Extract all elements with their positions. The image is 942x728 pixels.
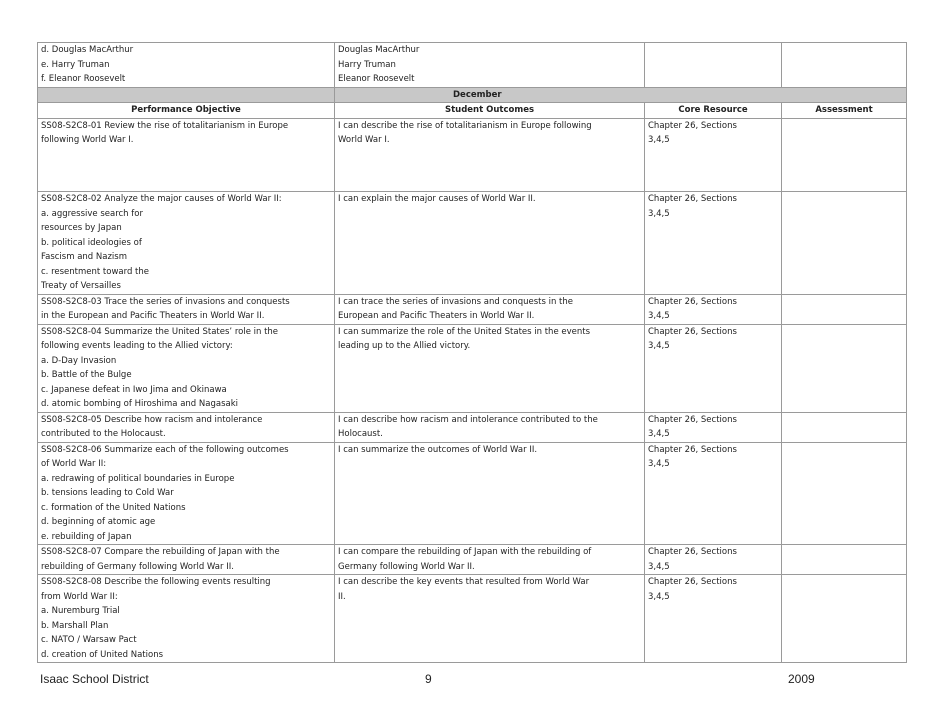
resource-line: 3,4,5 [648,341,670,351]
resource-line: Chapter 26, Sections [648,296,737,307]
objective-cell [38,545,335,575]
table-row [38,324,907,412]
outcome-cell [335,545,645,575]
objective-line: b. Marshall Plan [41,620,109,631]
resource-line: 3,4,5 [648,135,670,145]
prev-objective-line: e. Harry Truman [41,59,110,70]
objective-line: SS08-S2C8-04 Summarize the United States’ role in the [41,326,279,337]
objective-line: c. formation of the United Nations [41,502,186,513]
objective-line: a. Nuremburg Trial [41,606,120,616]
outcome-line: I can describe the rise of totalitarianism in Europe following [338,120,592,131]
footer-page-number: 9 [425,672,432,686]
prev-objective-cell [38,43,335,88]
objective-line: SS08-S2C8-05 Describe how racism and intolerance [41,414,263,425]
assessment-cell [782,192,907,295]
resource-cell [645,545,782,575]
table-row [38,575,907,663]
outcome-line: II. [338,591,346,602]
outcome-cell [335,324,645,412]
outcome-line: I can summarize the outcomes of World War II. [338,444,538,455]
prev-outcome-line: Eleanor Roosevelt [338,74,415,84]
objective-line: d. creation of United Nations [41,649,164,660]
header-assessment: Assessment [782,103,907,119]
outcome-line: I can trace the series of invasions and conquests in the [338,296,573,307]
objective-line: following events leading to the Allied victory: [41,341,233,351]
resource-cell [645,192,782,295]
table-row [38,192,907,295]
resource-cell [645,294,782,324]
objective-line: a. aggressive search for [41,208,143,219]
outcome-line: leading up to the Allied victory. [338,341,471,351]
objective-line: SS08-S2C8-02 Analyze the major causes of World War II: [41,194,282,204]
outcome-line: Holocaust. [338,429,383,439]
objective-line: Treaty of Versailles [41,281,121,291]
objective-line: a. redrawing of political boundaries in Europe [41,473,235,484]
objective-line: b. Battle of the Bulge [41,370,132,380]
objective-cell [38,294,335,324]
resource-line: 3,4,5 [648,591,670,602]
objective-line: c. Japanese defeat in Iwo Jima and Okinawa [41,384,227,395]
objective-line: d. atomic bombing of Hiroshima and Nagasaki [41,399,238,409]
assessment-cell [782,545,907,575]
resource-line: 3,4,5 [648,429,670,439]
objective-cell [38,118,335,192]
outcome-line: I can summarize the role of the United States in the events [338,326,591,337]
objective-line: rebuilding of Germany following World War II. [41,561,234,572]
resource-line: 3,4,5 [648,459,670,469]
outcome-line: I can describe the key events that resulted from World War [338,577,590,587]
outcome-cell [335,412,645,442]
assessment-cell [782,118,907,192]
objective-line: from World War II: [41,591,118,602]
table-row [38,118,907,192]
outcome-cell [335,192,645,295]
curriculum-table [37,42,907,663]
objective-line: b. tensions leading to Cold War [41,488,174,498]
prev-objective-line: f. Eleanor Roosevelt [41,74,126,84]
outcome-cell [335,294,645,324]
objective-line: a. D-Day Invasion [41,355,117,366]
prev-objective-line: d. Douglas MacArthur [41,45,134,55]
header-performance-objective: Performance Objective [38,103,335,119]
resource-line: Chapter 26, Sections [648,414,737,425]
resource-line: Chapter 26, Sections [648,444,737,455]
table-row [38,294,907,324]
assessment-cell [782,575,907,663]
objective-cell [38,575,335,663]
objective-line: e. rebuilding of Japan [41,531,132,542]
objective-line: c. NATO / Warsaw Pact [41,635,137,645]
assessment-cell [782,442,907,545]
footer-year: 2009 [788,672,815,686]
curriculum-table-body [38,43,907,663]
resource-cell [645,118,782,192]
table-row-continued [38,43,907,88]
resource-cell [645,412,782,442]
objective-line: c. resentment toward the [41,266,150,277]
assessment-cell [782,324,907,412]
objective-line: following World War I. [41,135,134,145]
outcome-line: European and Pacific Theaters in World War II. [338,311,535,321]
resource-line: 3,4,5 [648,311,670,321]
month-band-empty [38,87,335,103]
prev-outcome-line: Harry Truman [338,59,396,70]
objective-cell [38,412,335,442]
assessment-cell [782,412,907,442]
objective-line: SS08-S2C8-06 Summarize each of the following outcomes [41,444,289,455]
outcome-line: I can explain the major causes of World War II. [338,194,536,204]
resource-line: Chapter 26, Sections [648,120,737,131]
objective-line: SS08-S2C8-07 Compare the rebuilding of Japan with the [41,547,280,557]
resource-line: Chapter 26, Sections [648,547,737,557]
objective-line: SS08-S2C8-08 Describe the following events resulting [41,577,271,587]
header-core-resource: Core Resource [645,103,782,119]
objective-line: Fascism and Nazism [41,252,127,262]
objective-line: SS08-S2C8-01 Review the rise of totalitarianism in Europe [41,120,289,131]
resource-line: 3,4,5 [648,208,670,219]
objective-cell [38,192,335,295]
resource-cell [645,575,782,663]
outcome-line: I can describe how racism and intolerance contributed to the [338,414,598,425]
outcome-cell [335,442,645,545]
objective-cell [38,442,335,545]
outcome-cell [335,575,645,663]
month-band [38,87,907,103]
resource-cell [645,442,782,545]
outcome-line: World War I. [338,135,390,145]
objective-line: resources by Japan [41,223,122,233]
prev-assessment-cell [782,43,907,88]
objective-line: contributed to the Holocaust. [41,429,166,439]
objective-line: d. beginning of atomic age [41,517,156,527]
resource-line: Chapter 26, Sections [648,326,737,337]
table-row [38,545,907,575]
outcome-line: I can compare the rebuilding of Japan with the rebuilding of [338,547,592,557]
prev-outcome-cell [335,43,645,88]
outcome-cell [335,118,645,192]
outcome-line: Germany following World War II. [338,561,475,572]
table-row [38,412,907,442]
assessment-cell [782,294,907,324]
resource-line: Chapter 26, Sections [648,577,737,587]
objective-line: SS08-S2C8-03 Trace the series of invasions and conquests [41,296,290,307]
objective-line: of World War II: [41,459,107,469]
column-header-row [38,103,907,119]
table-row [38,442,907,545]
objective-line: b. political ideologies of [41,237,142,248]
resource-cell [645,324,782,412]
header-student-outcomes: Student Outcomes [335,103,645,119]
footer-district: Isaac School District [40,672,149,686]
objective-line: in the European and Pacific Theaters in World War II. [41,311,265,321]
objective-cell [38,324,335,412]
prev-outcome-line: Douglas MacArthur [338,45,420,55]
month-label: December [335,87,907,103]
prev-resource-cell [645,43,782,88]
resource-line: Chapter 26, Sections [648,194,737,204]
resource-line: 3,4,5 [648,561,670,572]
